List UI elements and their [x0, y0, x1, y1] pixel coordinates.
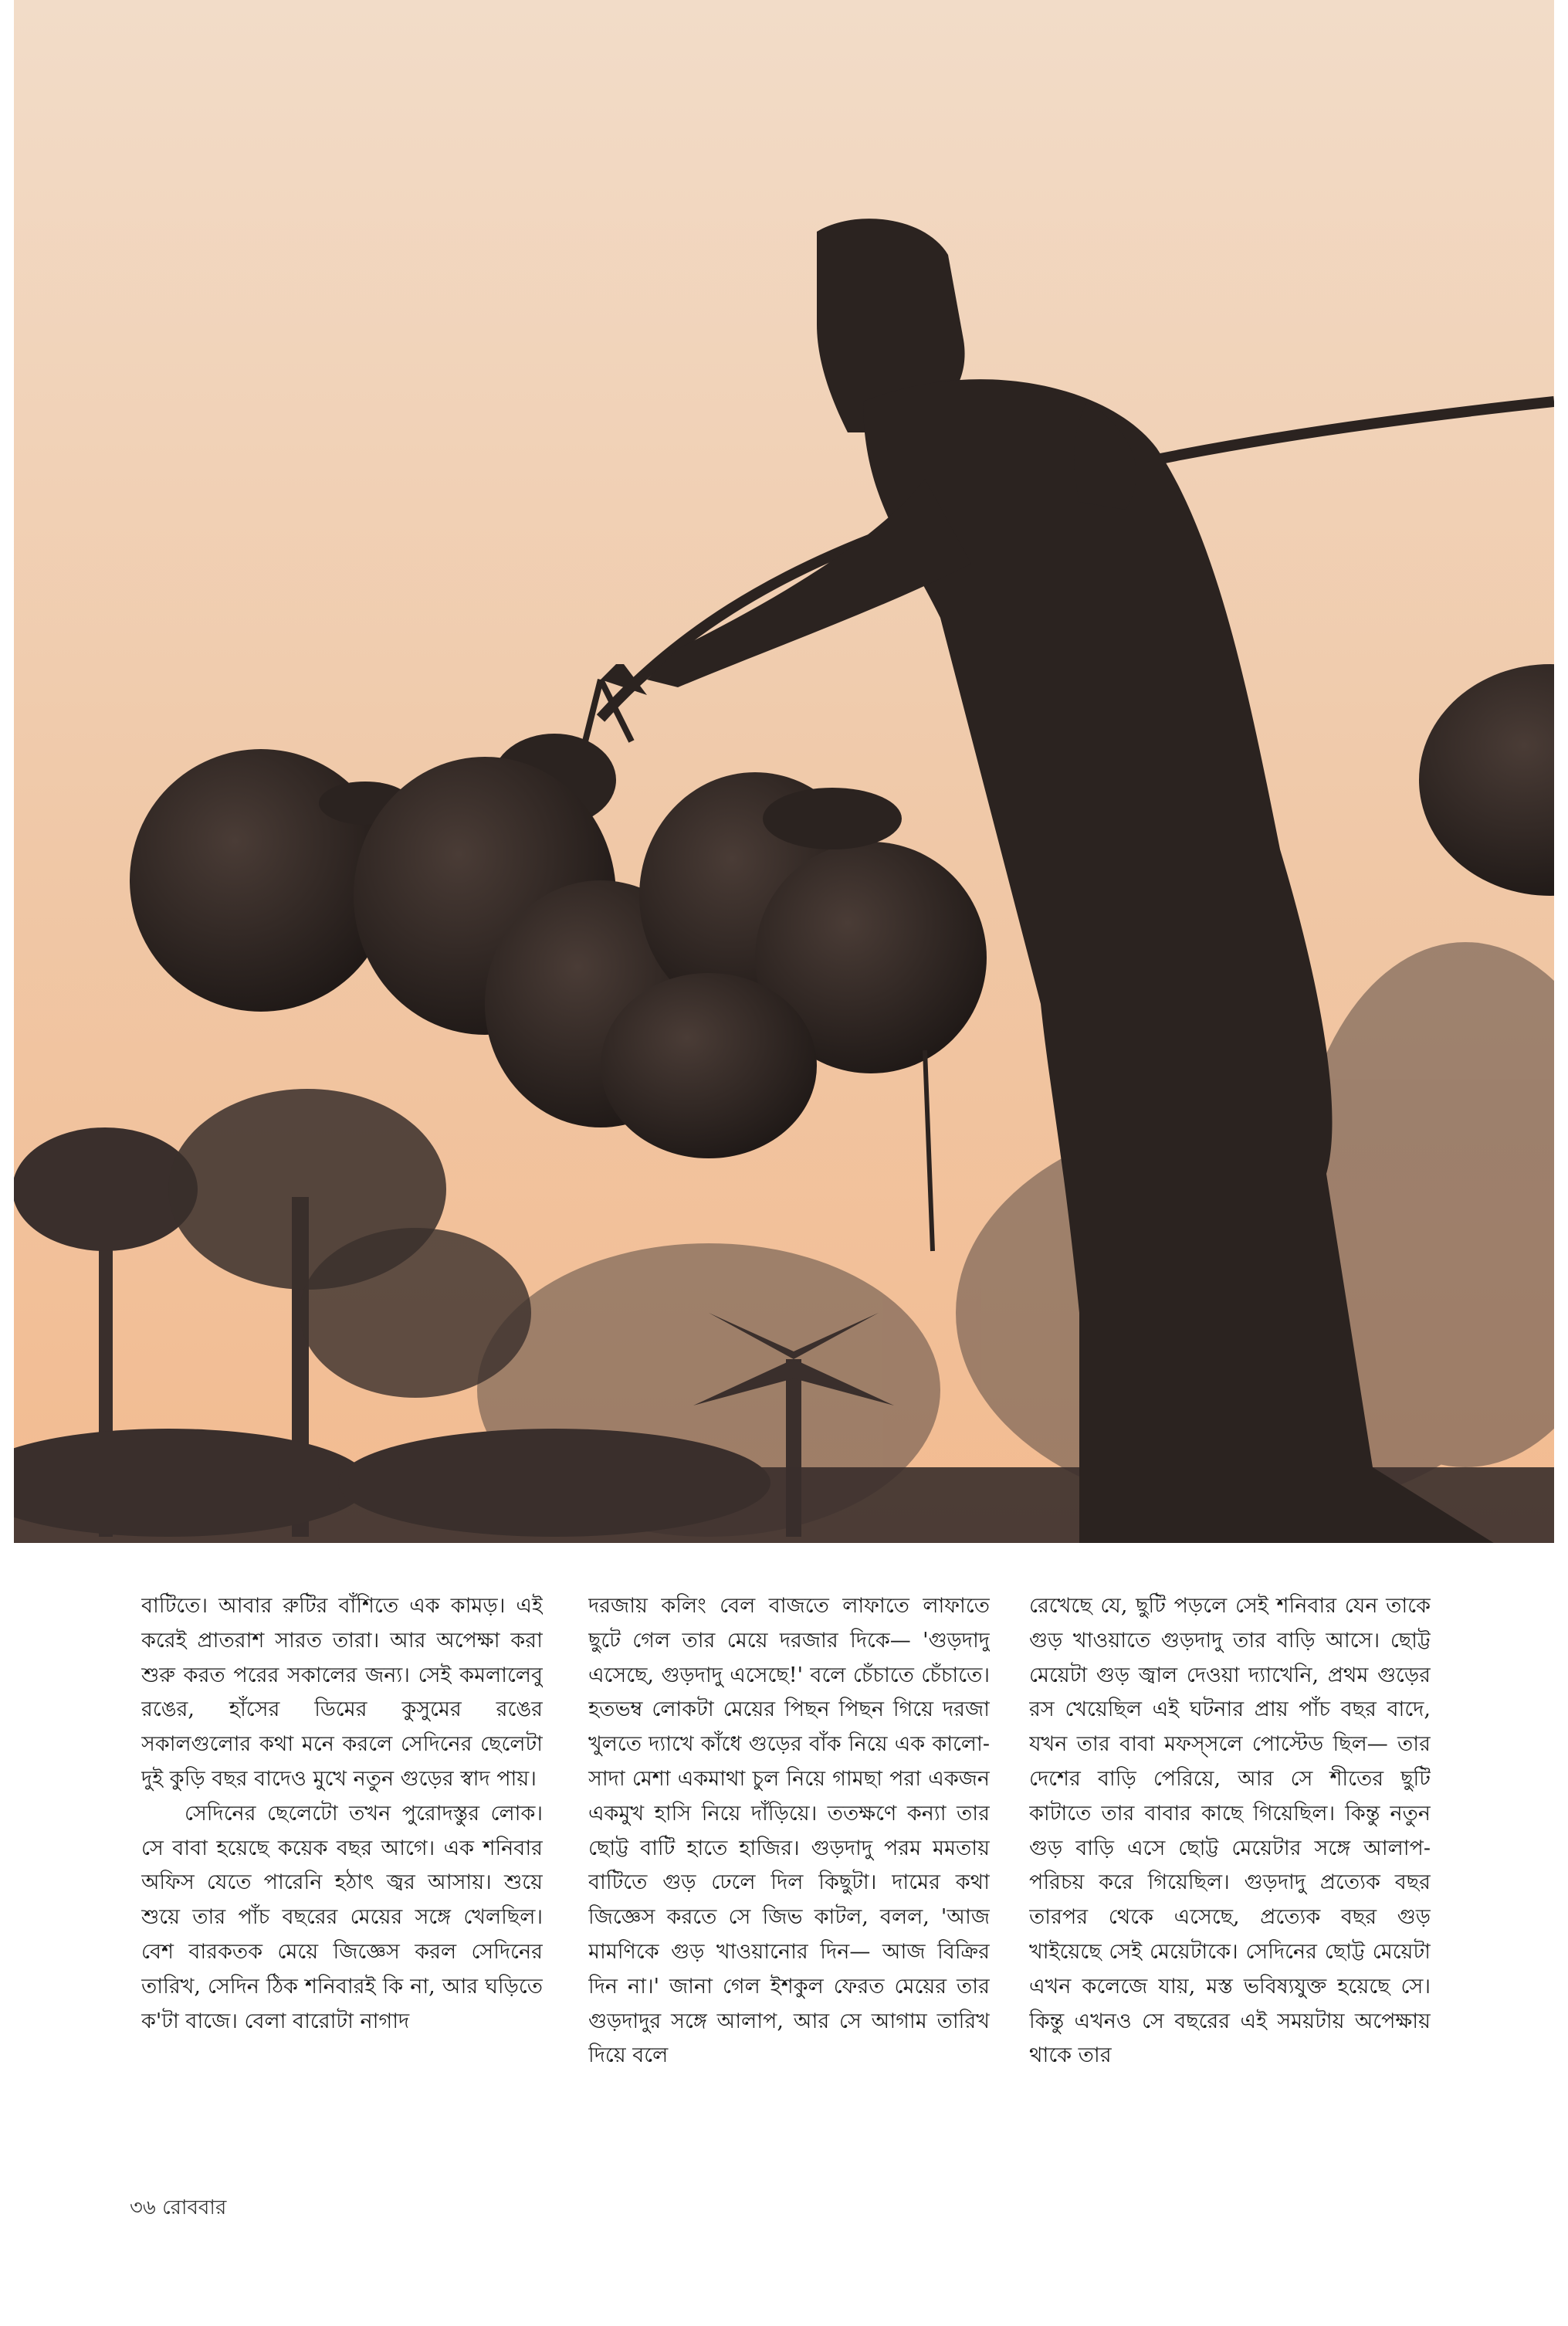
- column2-paragraph-1: দরজায় কলিং বেল বাজতে লাফাতে লাফাতে ছুটে গেল তার মেয়ে দরজার দিকে— 'গুড়দাদু এসেছে, গুড়দাদু এসেছে!' বলে চেঁচাতে চেঁচাতে। হতভম্ব লোকটা মেয়ের পিছন পিছন গিয়ে দরজা খুলতে দ্যাখে কাঁধে গুড়ের বাঁক নিয়ে এক কালো-সাদা মেশা একমাথা চুল নিয়ে গামছা পরা একজন একমুখ হাসি নিয়ে দাঁড়িয়ে। ততক্ষণে কন্যা তার ছোট্ট বাটি হাতে হাজির। গুড়দাদু পরম মমতায় বাটিতে গুড় ঢেলে দিল কিছুটা। দামের কথা জিজ্ঞেস করতে সে জিভ কাটল, বলল, 'আজ মামণিকে গুড় খাওয়ানোর দিন— আজ বিক্রির দিন না।' জানা গেল ইশকুল ফেরত মেয়ের তার গুড়দাদুর সঙ্গে আলাপ, আর সে আগাম তারিখ দিয়ে বলে: [588, 1594, 990, 2068]
- cover-photo: [14, 0, 1554, 1543]
- column1-paragraph-2: সেদিনের ছেলেটো তখন পুরোদস্তুর লোক। সে বাবা হয়েছে কয়েক বছর আগে। এক শনিবার অফিস যেতে পারেনি হঠাৎ জ্বর আসায়। শুয়ে শুয়ে তার পাঁচ বছরের মেয়ের সঙ্গে খেলছিল। বেশ বারকতক মেয়ে জিজ্ঞেস করল সেদিনের তারিখ, সেদিন ঠিক শনিবারই কি না, আর ঘড়িতে ক'টা বাজে। বেলা বারোটা নাগাদ: [141, 1801, 543, 2033]
- jaggery-seller-photo: [14, 0, 1554, 1543]
- column1-paragraph-1: বাটিতে। আবার রুটির বাঁশিতে এক কামড়। এই করেই প্রাতরাশ সারত তারা। আর অপেক্ষা করা শুরু করত পরের সকালের জন্য। সেই কমলালেবু রঙের, হাঁসের ডিমের কুসুমের রঙের সকালগুলোর কথা মনে করলে সেদিনের ছেলেটা দুই কুড়ি বছর বাদেও মুখে নতুন গুড়ের স্বাদ পায়।: [141, 1594, 543, 1791]
- text-column-3: [1029, 1589, 1431, 2145]
- column3-paragraph-1: রেখেছে যে, ছুটি পড়লে সেই শনিবার যেন তাকে গুড় খাওয়াতে গুড়দাদু তার বাড়ি আসে। ছোট্ট মেয়েটা গুড় জ্বাল দেওয়া দ্যাখেনি, প্রথম গুড়ের রস খেয়েছিল এই ঘটনার প্রায় পাঁচ বছর বাদে, যখন তার বাবা মফস্সলে পোস্টেড ছিল— তার দেশের বাড়ি পেরিয়ে, আর সে শীতের ছুটি কাটাতে তার বাবার কাছে গিয়েছিল। কিন্তু নতুন গুড় বাড়ি এসে ছোট্ট মেয়েটার সঙ্গে আলাপ-পরিচয় করে গিয়েছিল। গুড়দাদু প্রত্যেক বছর তারপর থেকে এসেছে, প্রত্যেক বছর গুড় খাইয়েছে সেই মেয়েটাকে। সেদিনের ছোট্ট মেয়েটা এখন কলেজে যায়, মস্ত ভবিষ্যযুক্ত হয়েছে সে। কিন্তু এখনও সে বছরের এই সময়টায় অপেক্ষায় থাকে তার: [1029, 1594, 1431, 2068]
- page-number-folio: ৩৬ রোববার: [130, 2196, 227, 2219]
- text-column-1: [141, 1589, 543, 2145]
- text-column-2: [588, 1589, 990, 2145]
